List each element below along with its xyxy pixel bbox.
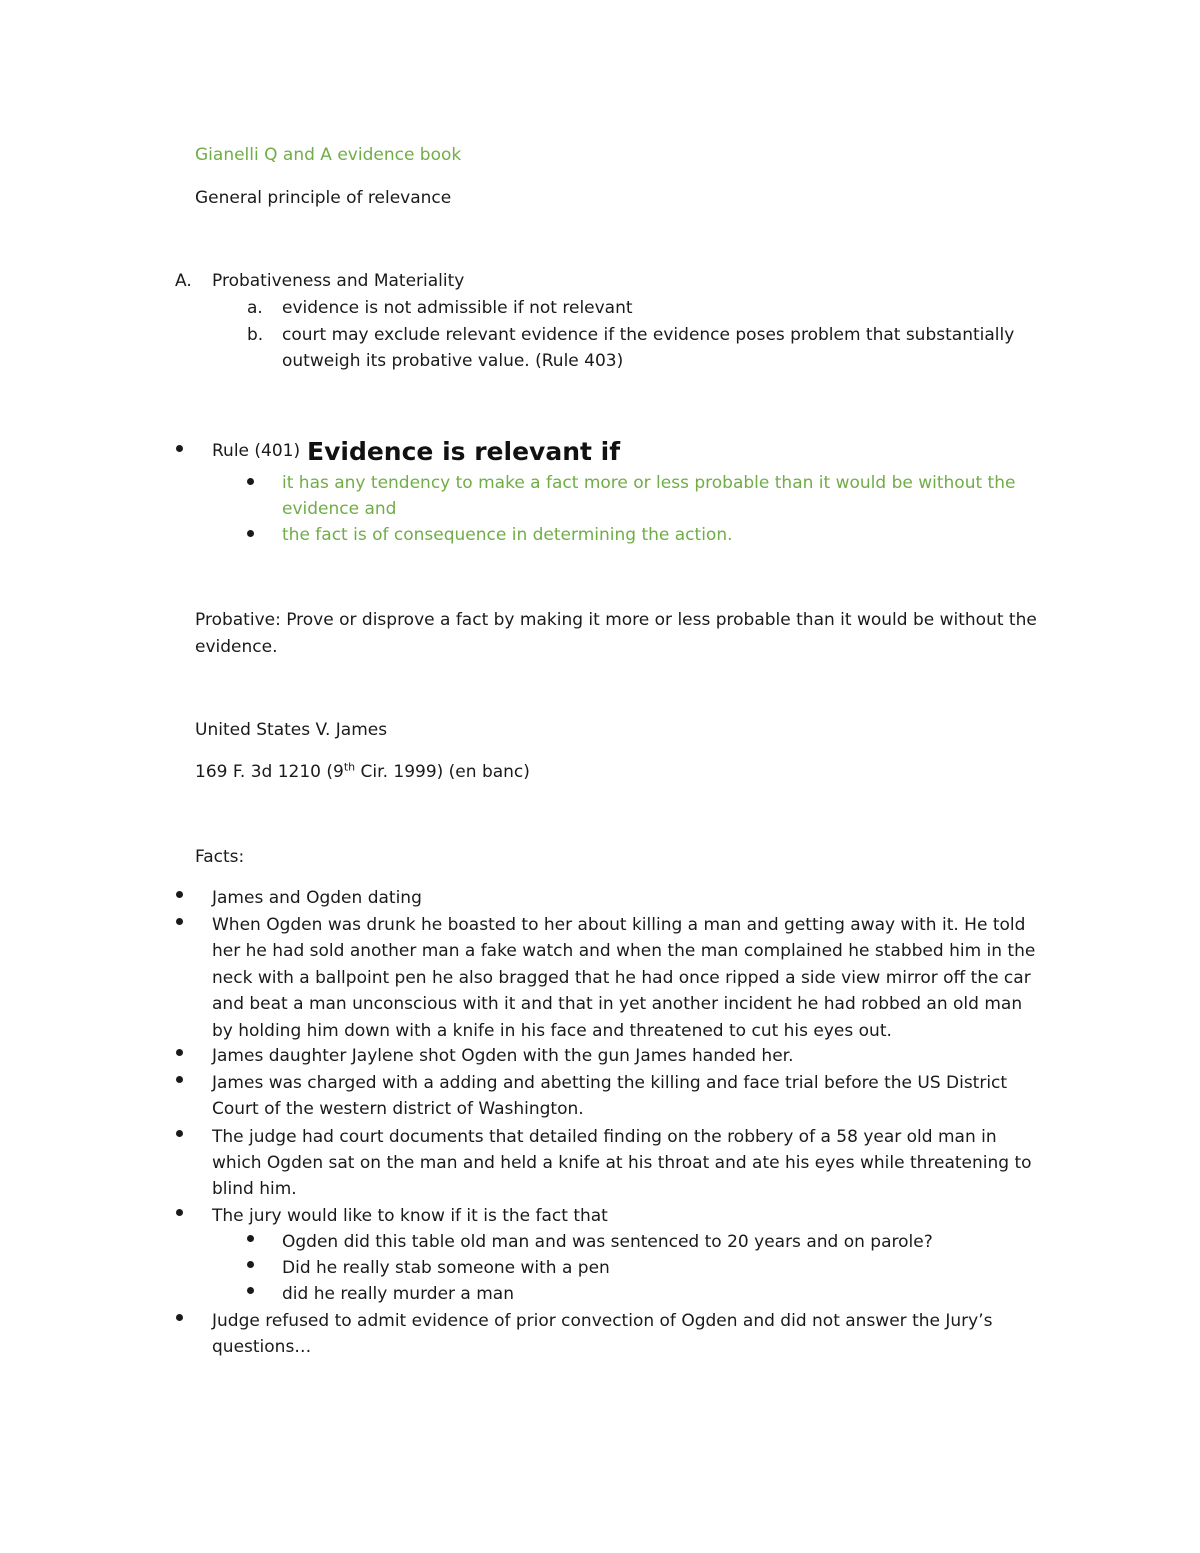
fact-text: by holding him down with a knife in his face and threatened to cut his eyes out. [212, 1021, 892, 1041]
doc-title: Gianelli Q and A evidence book [195, 145, 462, 165]
fact-subitem-text: Did he really stab someone with a pen [282, 1258, 610, 1278]
bullet-icon [176, 1209, 183, 1216]
bullet-icon [176, 1049, 183, 1056]
list-item-text: court may exclude relevant evidence if the evidence poses problem that substantially [282, 325, 1015, 345]
list-item-text: evidence is not admissible if not relevant [282, 298, 633, 318]
bullet-icon [247, 1235, 254, 1242]
fact-text: which Ogden sat on the man and held a knife at his throat and ate his eyes while threatening to [212, 1153, 1032, 1173]
fact-text: James daughter Jaylene shot Ogden with the gun James handed her. [212, 1046, 794, 1066]
bullet-icon [176, 445, 183, 452]
bullet-icon [176, 891, 183, 898]
fact-text: When Ogden was drunk he boasted to her about killing a man and getting away with it. He told [212, 915, 1026, 935]
rule-item-text: the fact is of consequence in determining the action. [282, 525, 733, 545]
fact-text: and beat a man unconscious with it and that in yet another incident he had robbed an old man [212, 994, 1023, 1014]
fact-text: blind him. [212, 1179, 297, 1199]
list-item-text: outweigh its probative value. (Rule 403) [282, 351, 624, 371]
rule-heading: Evidence is relevant if [307, 437, 621, 466]
fact-subitem-text: Ogden did this table old man and was sentenced to 20 years and on parole? [282, 1232, 933, 1252]
bullet-icon [247, 478, 254, 485]
section-a-heading: Probativeness and Materiality [212, 271, 465, 291]
probative-text: evidence. [195, 637, 278, 657]
fact-text: The judge had court documents that detailed finding on the robbery of a 58 year old man in [212, 1127, 997, 1147]
bullet-icon [176, 1130, 183, 1137]
rule-item-text: it has any tendency to make a fact more or less probable than it would be without the [282, 473, 1016, 493]
case-name: United States V. James [195, 720, 388, 740]
doc-subtitle: General principle of relevance [195, 188, 452, 208]
rule-item-text: evidence and [282, 499, 397, 519]
bullet-icon [176, 1076, 183, 1083]
bullet-icon [176, 918, 183, 925]
fact-text: her he had sold another man a fake watch and when the man complained he stabbed him in the [212, 941, 1036, 961]
bullet-icon [247, 530, 254, 537]
fact-subitem-text: did he really murder a man [282, 1284, 514, 1304]
bullet-icon [247, 1287, 254, 1294]
rule-prefix: Rule (401) [212, 441, 301, 461]
fact-text: Court of the western district of Washington. [212, 1099, 584, 1119]
fact-text: questions… [212, 1337, 312, 1357]
list-marker-a: a. [247, 298, 263, 318]
fact-text: Judge refused to admit evidence of prior convection of Ogden and did not answer the Jury’s [212, 1311, 993, 1331]
facts-label: Facts: [195, 847, 245, 867]
fact-text: The jury would like to know if it is the fact that [212, 1206, 608, 1226]
section-a-marker: A. [175, 271, 192, 291]
fact-text: James and Ogden dating [212, 888, 422, 908]
fact-text: James was charged with a adding and abetting the killing and face trial before the US District [212, 1073, 1008, 1093]
fact-text: neck with a ballpoint pen he also bragged that he had once ripped a side view mirror off the car [212, 968, 1031, 988]
list-marker-b: b. [247, 325, 264, 345]
bullet-icon [247, 1261, 254, 1268]
probative-text: Probative: Prove or disprove a fact by making it more or less probable than it would be without the [195, 610, 1037, 630]
case-citation: 169 F. 3d 1210 (9th Cir. 1999) (en banc) [195, 760, 530, 782]
bullet-icon [176, 1314, 183, 1321]
